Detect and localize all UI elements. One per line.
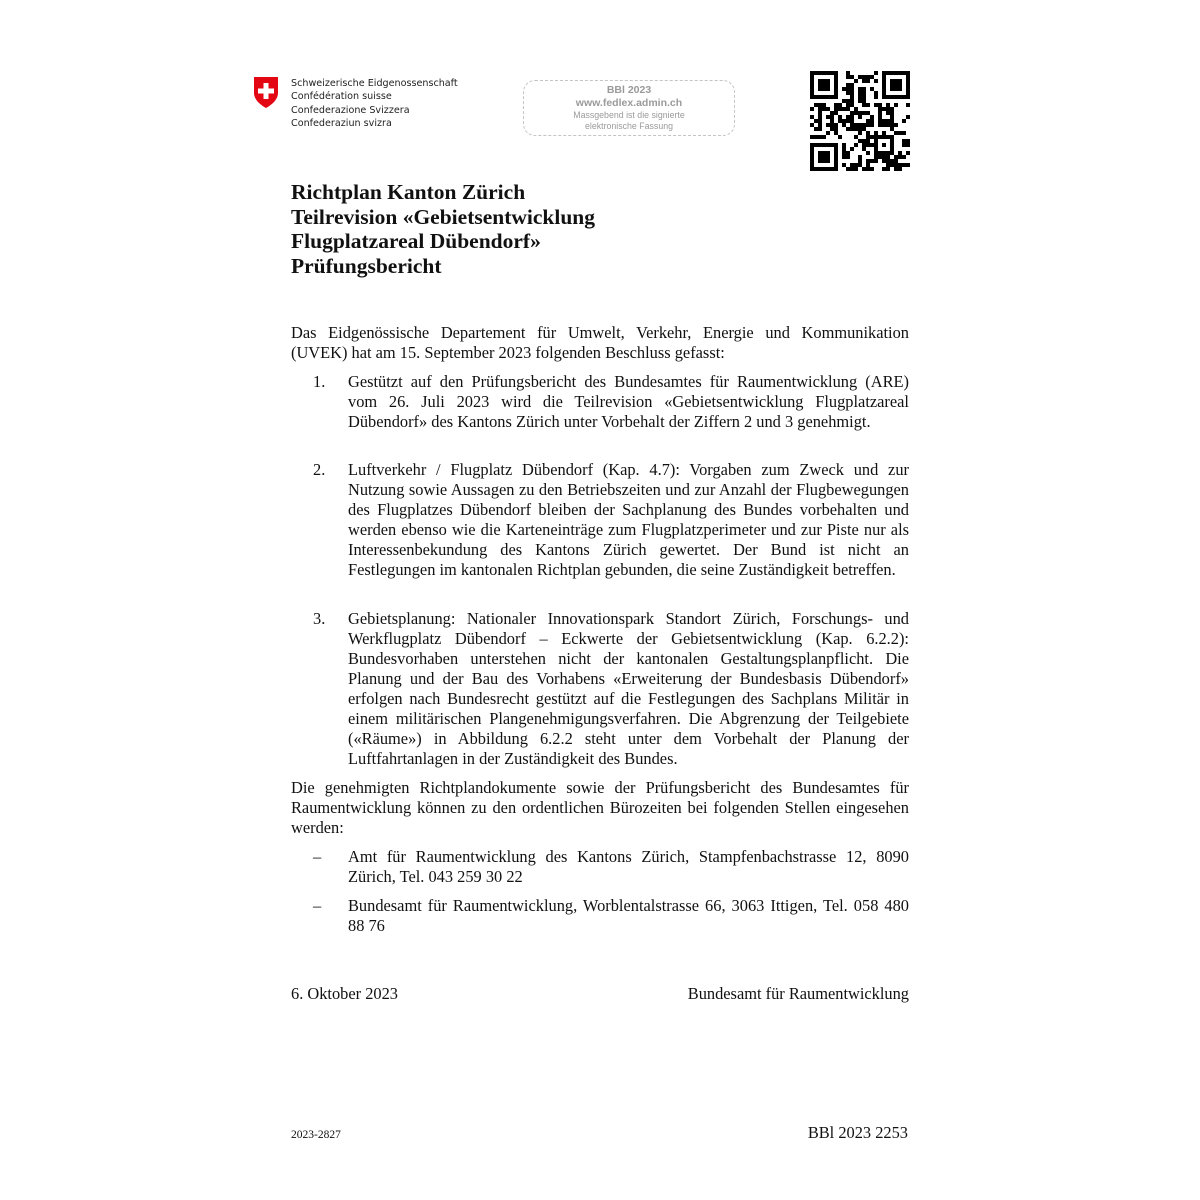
- closing-paragraph: Die genehmigten Richtplandokumente sowie der Prüfungsbericht des Bundesamtes für Raumentwicklung können zu den ordentlichen Bürozeiten bei folgenden Stellen eingesehen werden:: [291, 778, 909, 837]
- stamp-line-1: BBl 2023: [606, 84, 652, 96]
- document-number: 2023-2827: [291, 1129, 341, 1141]
- stamp-line-2: www.fedlex.admin.ch: [575, 97, 683, 109]
- item-text: Gebietsplanung: Nationaler Innovationspark Standort Zürich, Forschungs- und Werkflugplatz Dübendorf – Eckwerte der Gebietsentwicklung (Kap. 6.2.2): Bundesvorhaben unterstehen nicht der kantonalen Gestaltungsplanpflicht. Die Planung und der Bau des Vorhabens «Erweiterung der Bundesbasis Dübendorf» erfolgen nach Bundesrecht gestützt auf die Festlegungen des Sachplans Militär in einem militärischen Plangenehmigungsverfahren. Die Abgrenzung der Teilgebiete («Räume») in Abbildung 6.2.2 steht unter dem Vorbehalt der Planung der Luftfahrtanlagen in der Zuständigkeit des Bundes.: [348, 609, 909, 768]
- item-text: Luftverkehr / Flugplatz Dübendorf (Kap. 4.7): Vorgaben zum Zweck und zur Nutzung sowie Aussagen zu den Betriebszeiten und zur Anzahl der Flugbewegungen des Flugplatzes Dübendorf bleiben der Sachplanung des Bundes vorbehalten und werden ebenso wie die Karteneinträge zum Flugplatzperimeter und zur Piste nur als Interessenbekundung des Kantons Zürich gewertet. Der Bund ist nicht an Festlegungen im kantonalen Richtplan gebunden, die seine Zuständigkeit betreffen.: [348, 460, 909, 579]
- item-text: Gestützt auf den Prüfungsbericht des Bundesamtes für Raumentwicklung (ARE) vom 26. Juli 2023 wird die Teilrevision «Gebietsentwicklung Flugplatzareal Dübendorf» des Kantons Zürich unter Vorbehalt der Ziffern 2 und 3 genehmigt.: [348, 372, 909, 431]
- document-title: [291, 180, 595, 278]
- confederation-name-fr: Confédération suisse: [291, 91, 392, 103]
- qr-code-icon: [810, 71, 910, 171]
- bbl-reference: BBl 2023 2253: [807, 1123, 908, 1142]
- dash-marker: –: [313, 847, 322, 866]
- title-line: Flugplatzareal Dübendorf»: [291, 229, 541, 253]
- title-line: Prüfungsbericht: [291, 253, 442, 278]
- address-text: Bundesamt für Raumentwicklung, Worblentalstrasse 66, 3063 Ittigen, Tel. 058 480 88 76: [348, 896, 909, 935]
- item-number: 1.: [313, 372, 326, 391]
- intro-paragraph: Das Eidgenössische Departement für Umwelt, Verkehr, Energie und Kommunikation (UVEK) hat am 15. September 2023 folgenden Beschluss gefasst:: [291, 323, 909, 362]
- stamp-line-3: Massgebend ist die signierte: [573, 110, 685, 120]
- title-line: Teilrevision «Gebietsentwicklung: [291, 204, 596, 229]
- address-text: Amt für Raumentwicklung des Kantons Zürich, Stampfenbachstrasse 12, 8090 Zürich, Tel. 043 259 30 22: [348, 847, 909, 886]
- stamp-line-4: elektronische Fassung: [584, 121, 674, 131]
- item-number: 3.: [313, 609, 326, 628]
- swiss-cross-shield-icon: [253, 76, 279, 109]
- publication-stamp: [523, 80, 735, 136]
- confederation-names: [291, 77, 458, 131]
- title-line: Richtplan Kanton Zürich: [291, 180, 526, 204]
- dash-marker: –: [313, 896, 322, 915]
- signature-office: Bundesamt für Raumentwicklung: [687, 984, 909, 1003]
- confederation-name-rm: Confederaziun svizra: [291, 118, 392, 130]
- item-number: 2.: [313, 460, 326, 479]
- confederation-name-it: Confederazione Svizzera: [291, 104, 410, 116]
- confederation-name-de: Schweizerische Eidgenossenschaft: [291, 78, 458, 89]
- signature-date: 6. Oktober 2023: [291, 984, 398, 1003]
